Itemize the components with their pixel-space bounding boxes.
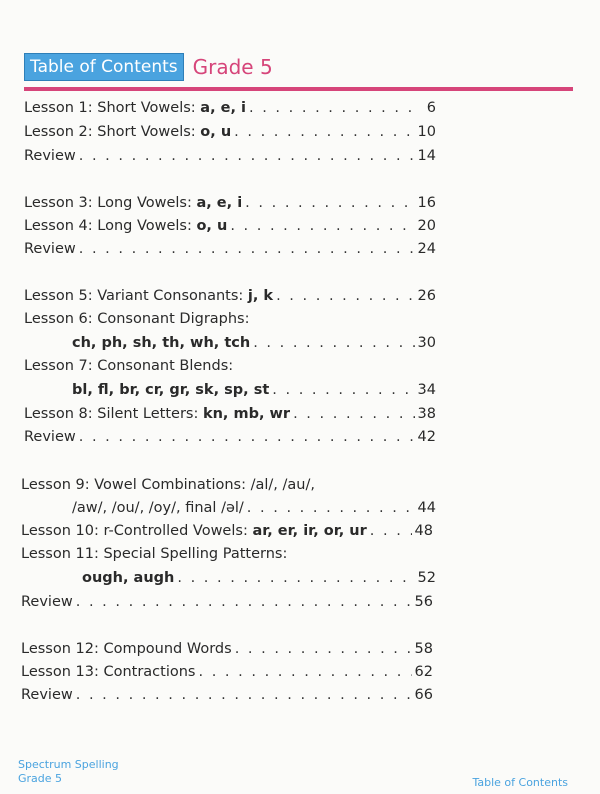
toc-entry: [24, 195, 436, 217]
page-number: 48: [414, 523, 433, 539]
leader-dots: [199, 664, 412, 680]
page-number: 30: [417, 335, 436, 351]
toc-entry: [24, 429, 436, 451]
footer-book-info: [18, 758, 119, 786]
leader-dots: [234, 124, 414, 140]
page-number: 38: [417, 406, 436, 422]
leader-dots: [177, 570, 414, 586]
entry-text: Lesson 5: Variant Consonants:: [24, 288, 248, 304]
page-number: 44: [417, 500, 436, 516]
entry-text: Review: [21, 687, 73, 703]
page-number: 6: [426, 100, 436, 116]
footer-section: Table of Contents: [472, 776, 568, 789]
page-number: 24: [417, 241, 436, 257]
entry-bold: o, u: [200, 124, 232, 140]
toc-entry: [21, 641, 433, 663]
leader-dots: [235, 641, 412, 657]
leader-dots: [247, 500, 415, 516]
toc-entry: [21, 594, 433, 616]
footer-title: Spectrum Spelling: [18, 758, 119, 771]
toc-entry: [24, 406, 436, 428]
page-number: 66: [414, 687, 433, 703]
page-number: 34: [417, 382, 436, 398]
entry-bold: o, u: [196, 218, 228, 234]
leader-dots: [370, 523, 412, 539]
page-number: 26: [417, 288, 436, 304]
leader-dots: [76, 687, 412, 703]
leader-dots: [79, 429, 415, 445]
leader-dots: [276, 288, 414, 304]
entry-text: Lesson 13: Contractions: [21, 664, 196, 680]
entry-text: Lesson 1: Short Vowels:: [24, 100, 201, 116]
footer-grade: Grade 5: [18, 772, 63, 785]
toc-entry: [21, 523, 433, 545]
page-number: 10: [417, 124, 436, 140]
page-number: 42: [417, 429, 436, 445]
leader-dots: [249, 100, 415, 116]
header-rule: [24, 87, 573, 91]
leader-dots: [79, 241, 415, 257]
toc-entry: [21, 664, 433, 686]
entry-text: Review: [21, 594, 73, 610]
header: [24, 54, 273, 80]
toc-entry-heading: Lesson 9: Vowel Combinations: /al/, /au/,: [21, 477, 315, 493]
entry-text: Lesson 2: Short Vowels:: [24, 124, 201, 140]
toc-entry: [24, 335, 436, 357]
page-number: 20: [417, 218, 436, 234]
leader-dots: [272, 382, 414, 398]
entry-bold: bl, fl, br, cr, gr, sk, sp, st: [72, 382, 270, 398]
page-number: 52: [417, 570, 436, 586]
leader-dots: [76, 594, 412, 610]
toc-entry-heading: Lesson 6: Consonant Digraphs:: [24, 311, 250, 327]
toc-badge: Table of Contents: [24, 53, 184, 81]
toc-entry: [24, 241, 436, 263]
page-number: 56: [414, 594, 433, 610]
toc-entry-heading: Lesson 11: Special Spelling Patterns:: [21, 546, 288, 562]
toc-entry: [24, 218, 436, 240]
toc-entry-heading: Lesson 7: Consonant Blends:: [24, 358, 234, 374]
leader-dots: [253, 335, 414, 351]
entry-text: Lesson 8: Silent Letters:: [24, 406, 203, 422]
entry-bold: ar, er, ir, or, ur: [252, 523, 367, 539]
toc-entry: [24, 570, 436, 592]
entry-bold: a, e, i: [196, 195, 243, 211]
entry-bold: ch, ph, sh, th, wh, tch: [72, 335, 251, 351]
toc-entry: [24, 124, 436, 146]
entry-text: Lesson 12: Compound Words: [21, 641, 232, 657]
toc-entry: [24, 148, 436, 170]
entry-text: Lesson 3: Long Vowels:: [24, 195, 197, 211]
page-number: 14: [417, 148, 436, 164]
page-number: 62: [414, 664, 433, 680]
toc-entry: [24, 100, 436, 122]
leader-dots: [293, 406, 414, 422]
entry-text: /aw/, /ou/, /oy/, final /əl/: [72, 500, 244, 516]
toc-entry: [24, 288, 436, 310]
entry-bold: ough, augh: [82, 570, 175, 586]
entry-text: Review: [24, 429, 76, 445]
leader-dots: [230, 218, 414, 234]
leader-dots: [245, 195, 414, 211]
toc-entry: [24, 382, 436, 404]
entry-bold: kn, mb, wr: [202, 406, 291, 422]
entry-text: Review: [24, 241, 76, 257]
entry-bold: j, k: [247, 288, 274, 304]
toc-entry: [21, 687, 433, 709]
grade-label: Grade 5: [192, 55, 273, 79]
toc-entry: [24, 500, 436, 522]
leader-dots: [79, 148, 415, 164]
page-number: 16: [417, 195, 436, 211]
entry-bold: a, e, i: [200, 100, 246, 116]
entry-text: Lesson 4: Long Vowels:: [24, 218, 197, 234]
entry-text: Review: [24, 148, 76, 164]
page-number: 58: [414, 641, 433, 657]
entry-text: Lesson 10: r-Controlled Vowels:: [21, 523, 253, 539]
